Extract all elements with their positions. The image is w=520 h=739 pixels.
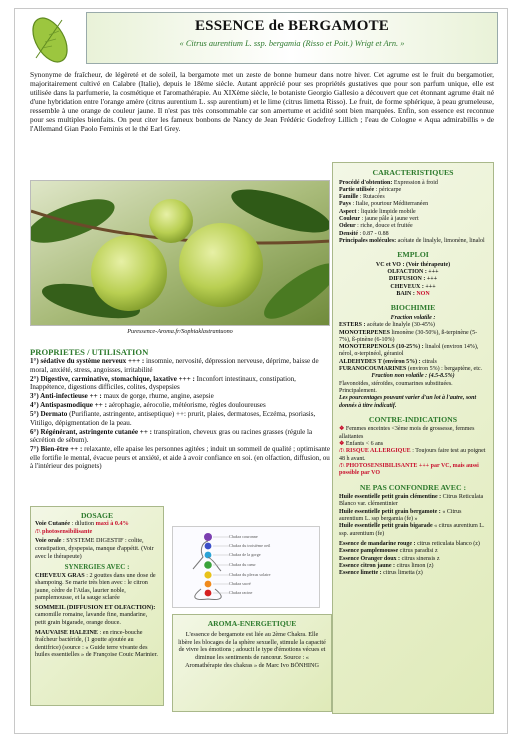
contra-item: ❖ Femmes enceintes <3ème mois de grossesse, femmes allaitantes bbox=[339, 426, 475, 440]
fraction-non-volatile: Fraction non volatile : (4.5-8.5%) bbox=[371, 373, 455, 380]
char-row: Procédé d'obtention: Expression à froid bbox=[339, 179, 438, 186]
synergy-sommeil: SOMMEIL (DIFFUSION ET OLFACTION): camomille romaine, lavande fine, mandarine, petit grain bigarade, orange douce. bbox=[35, 603, 156, 626]
emploi-line: OLFACTION : +++ bbox=[387, 269, 439, 276]
contra-item: /!\ RISQUE ALLERGIQUE : Toujours faire test au poignet 48 h avant. bbox=[339, 448, 486, 462]
confuse-row: Huile essentielle petit grain clémentine : Citrus Reticulata Blanco var. clémentinier bbox=[339, 494, 484, 508]
contra-item: /!\ PHOTOSENSIBILISANTE +++ par VC, mais aussi possible par VO bbox=[339, 463, 479, 477]
bio-row: MONOTERPENES limonène (30-50%), ß-terpinène (5-7%), ß-pinène (6-10%) bbox=[339, 329, 478, 343]
characteristics-section bbox=[339, 168, 487, 245]
properties-list bbox=[30, 357, 332, 471]
dosage-title: DOSAGE bbox=[80, 511, 114, 520]
chakra-label: Chakra couronne bbox=[229, 534, 258, 539]
char-row: Principales molécules: acétate de linalyle, limonène, linalol bbox=[339, 238, 485, 244]
char-row: Aspect : liquide limpide mobile bbox=[339, 208, 416, 215]
chakra-label: Chakra du cœur bbox=[229, 562, 256, 567]
bio-row: ESTERS : acétate de linalyle (30-45%) bbox=[339, 322, 435, 329]
emploi-bain: BAIN : NON bbox=[396, 291, 430, 298]
synergy-haleine: MAUVAISE HALEINE : en rince-bouche fraîcheur bactéride, (1 goutte ajoutée au dentifrice) (source : « Guide terre vivante des huiles essentielles » de Françoise Couic Marinier. bbox=[35, 628, 158, 659]
dosage-cutanee: Voie Cutanée : dilution maxi à 0.4% /!\ photosensibilisante bbox=[35, 520, 129, 535]
emploi-title: EMPLOI bbox=[397, 250, 429, 260]
bio-row: MONOTERPENOLS (10-25%) : linalol (environ 14%), nérol, α-terpinéol, géraniol bbox=[339, 344, 479, 358]
property-item: 7°) Bien-être ++ : relaxante, elle apaise les personnes agitées ; induit un sommeil de qualité ; optimisante elle fortifie le mental, évacue peurs et anxiété, et aide à avoir confiance en soi. (en olfaction, diffusion, ou à l'intérieur des poignets) bbox=[30, 445, 330, 470]
right-info-panel bbox=[332, 162, 494, 714]
property-item: 5°) Dermato (Purifiante, astringente, antiseptique) ++: prurit, plaies, dermatoses, Eczéma, psoriasis, Vitiligo, dépigmentation de la peau. bbox=[30, 410, 316, 427]
property-item: 3°) Anti-infectieuse ++ : maux de gorge, rhume, angine, asepsie bbox=[30, 392, 214, 400]
bergamot-photo bbox=[30, 180, 330, 326]
properties-title: PROPRIETES / UTILISATION bbox=[30, 347, 149, 357]
chakra-label: Chakra racine bbox=[229, 590, 253, 595]
latin-name: « Citrus aurentium L. ssp. bergamia (Risso et Poit.) Wrigt et Arn. » bbox=[179, 39, 405, 48]
confuse-row: Essence pamplemousse citrus paradisi z bbox=[339, 548, 438, 555]
confuse-row: Essence de mandarine rouge : citrus reticulata blanco (z) bbox=[339, 541, 480, 547]
page-title: ESSENCE de BERGAMOTE bbox=[194, 18, 390, 34]
chakra-label: Chakra du troisième oeil bbox=[229, 543, 271, 548]
char-row: Couleur : jaune pâle à jaune vert bbox=[339, 216, 419, 223]
emploi-section bbox=[339, 250, 487, 298]
chakra-label: Chakra sacré bbox=[229, 581, 251, 586]
confuse-row: Essence citron jaune : citrus limon (z) bbox=[339, 562, 434, 569]
dosage-box bbox=[30, 506, 164, 706]
char-row: Partie utilisée : péricarpe bbox=[339, 186, 402, 193]
bergamot-leaf-logo bbox=[22, 10, 78, 66]
aroma-text: L'essence de bergamote est liée au 2ème Chakra. Elle libère les blocages de la sphère sexuelle, stimule la capacité de vivre les émotions ; adoucit le type d'émotions vécues et diminue les sentiments de rancœur. Source : « Aromathérapie des chakras » de Marc Ivo BÖNHING bbox=[178, 631, 326, 669]
confuse-row: Essence limette : citrus limetta (z) bbox=[339, 570, 423, 577]
confuse-section bbox=[339, 483, 487, 578]
property-item: 6°) Régénérant, astringente cutanée ++ : transpiration, cheveux gras ou racines grasses (régule la sécrétion de sébum). bbox=[30, 427, 313, 444]
aroma-title: AROMA-ENERGETIQUE bbox=[207, 619, 297, 628]
synergy-cheveux: CHEVEUX GRAS : 2 gouttes dans une dose de shampoing. Se marie très bien avec : le citron jaune, cèdre de l'Atlas, laurier noble, pamplemousse, et la sauge sclarée bbox=[35, 571, 156, 602]
characteristics-title: CARACTERISTIQUES bbox=[372, 168, 454, 177]
confuse-row: Huile essentielle petit grain bigarade « citrus aurentium L. ssp. aurentium (fe) bbox=[339, 523, 485, 537]
char-row: Pays : Italie, pourtour Méditerranéen bbox=[339, 201, 429, 208]
intro-paragraph: Synonyme de fraîcheur, de légèreté et de soleil, la bergamote met un zeste de bonne humeur dans notre hiver. Cet agrume est le fruit du bergamotier, majoritairement cultivé en Calabre (Italie), depuis le 18ème siècle. Autant apprécié pour ses propriétés gustatives que pour son parfum unique, elle est utilisée dans la parfumerie, la cosmétique et l'aromathérapie. Au XIXème siècle, le botaniste Georgio Gallesio a découvert que cet étonnant agrume était né d'une hybridation entre l'orange amère (citrus aurentium L. ssp aurentium) et le lime (citrus limetta Risso). Le fruit, de forme sphérique, à peau grumeleuse, ressemble à une orange de couleur jaune. Il n'est pas très consommable car son amertume et acidité sont bien marquées. Enfin, son essence est reconnue pour ses multiples bienfaits. On peut citer les fameux bonbons de Nancy de Jean Frédéric Godefroy Lillich ; l'eau de Cologne « Aqua admirabillis » de l'Allemand Gian Paolo Feminis et le thé Earl Grey. bbox=[30, 70, 494, 134]
confuse-row: Essence Oranger doux : citrus sinensis z bbox=[339, 555, 440, 562]
contra-section bbox=[339, 415, 487, 478]
emploi-line: DIFFUSION : +++ bbox=[388, 276, 438, 283]
chakra-label: Chakra du plexus solaire bbox=[229, 572, 271, 577]
bio-row: ALDEHYDES T (environ 5%) : citrals bbox=[339, 358, 437, 365]
property-item: 1°) sédative du système nerveux +++ : insomnie, nervosité, dépression nerveuse, déprime, baisse de moral, anxiété, stress, angoisses, irritabilité bbox=[30, 357, 319, 374]
biochimie-title: BIOCHIMIE bbox=[390, 303, 436, 313]
biochimie-section bbox=[339, 303, 487, 410]
contra-item: ❖ Enfants < 6 ans bbox=[339, 441, 384, 448]
chakra-label: Chakra de la gorge bbox=[229, 552, 261, 557]
photo-credit: Puressence-Aroma.fr/Sophiaklastrantuono bbox=[127, 328, 233, 335]
char-row: Odeur : riche, douce et fruitée bbox=[339, 223, 413, 230]
aroma-energetique-box bbox=[172, 614, 332, 712]
title-banner bbox=[86, 12, 498, 64]
contra-title: CONTRE-INDICATIONS bbox=[368, 414, 458, 424]
emploi-line: CHEVEUX : +++ bbox=[390, 283, 436, 290]
property-item: 4°) Antispasmodique ++ : aérophagie, aérocolie, météorisme, règles douloureuses bbox=[30, 401, 266, 409]
char-row: Densité : 0.87 - 0.88 bbox=[339, 230, 389, 237]
char-row: Famille : Rutacées bbox=[339, 194, 385, 201]
synergies-title: SYNERGIES AVEC : bbox=[64, 563, 130, 572]
emploi-line: VC et VO : (Voir thérapeute) bbox=[375, 261, 451, 268]
bio-flavonoides: Flavonoïdes, stéroïdes, coumarines substituées. Principalement. bbox=[339, 380, 453, 394]
confuse-row: Huile essentielle petit grain bergamote : « Citrus aurentium L. ssp bergamia (fe) » bbox=[339, 508, 462, 523]
bio-note: Les pourcentages pouvant varier d'un lot à l'autre, sont donnés à titre indicatif. bbox=[339, 395, 477, 409]
confuse-title: NE PAS CONFONDRE AVEC : bbox=[359, 482, 467, 492]
chakra-diagram bbox=[172, 526, 320, 608]
bio-row: FURANOCOUMARINES (environ 5%) : bergaptène, etc. bbox=[339, 366, 483, 373]
fraction-volatile: Fraction volatile : bbox=[390, 314, 436, 321]
property-item: 2°) Digestive, carminative, stomachique, laxative +++ : Inconfort intestinaux, constipation, Inappétence, digestions difficiles, colites, dyspepsies bbox=[30, 374, 296, 391]
dosage-orale: Voie orale : SYSTEME DIGESTIF : colite, constipation, dyspepsia, manque d'appétit. (Voir avec le thérapeute) bbox=[35, 537, 154, 560]
